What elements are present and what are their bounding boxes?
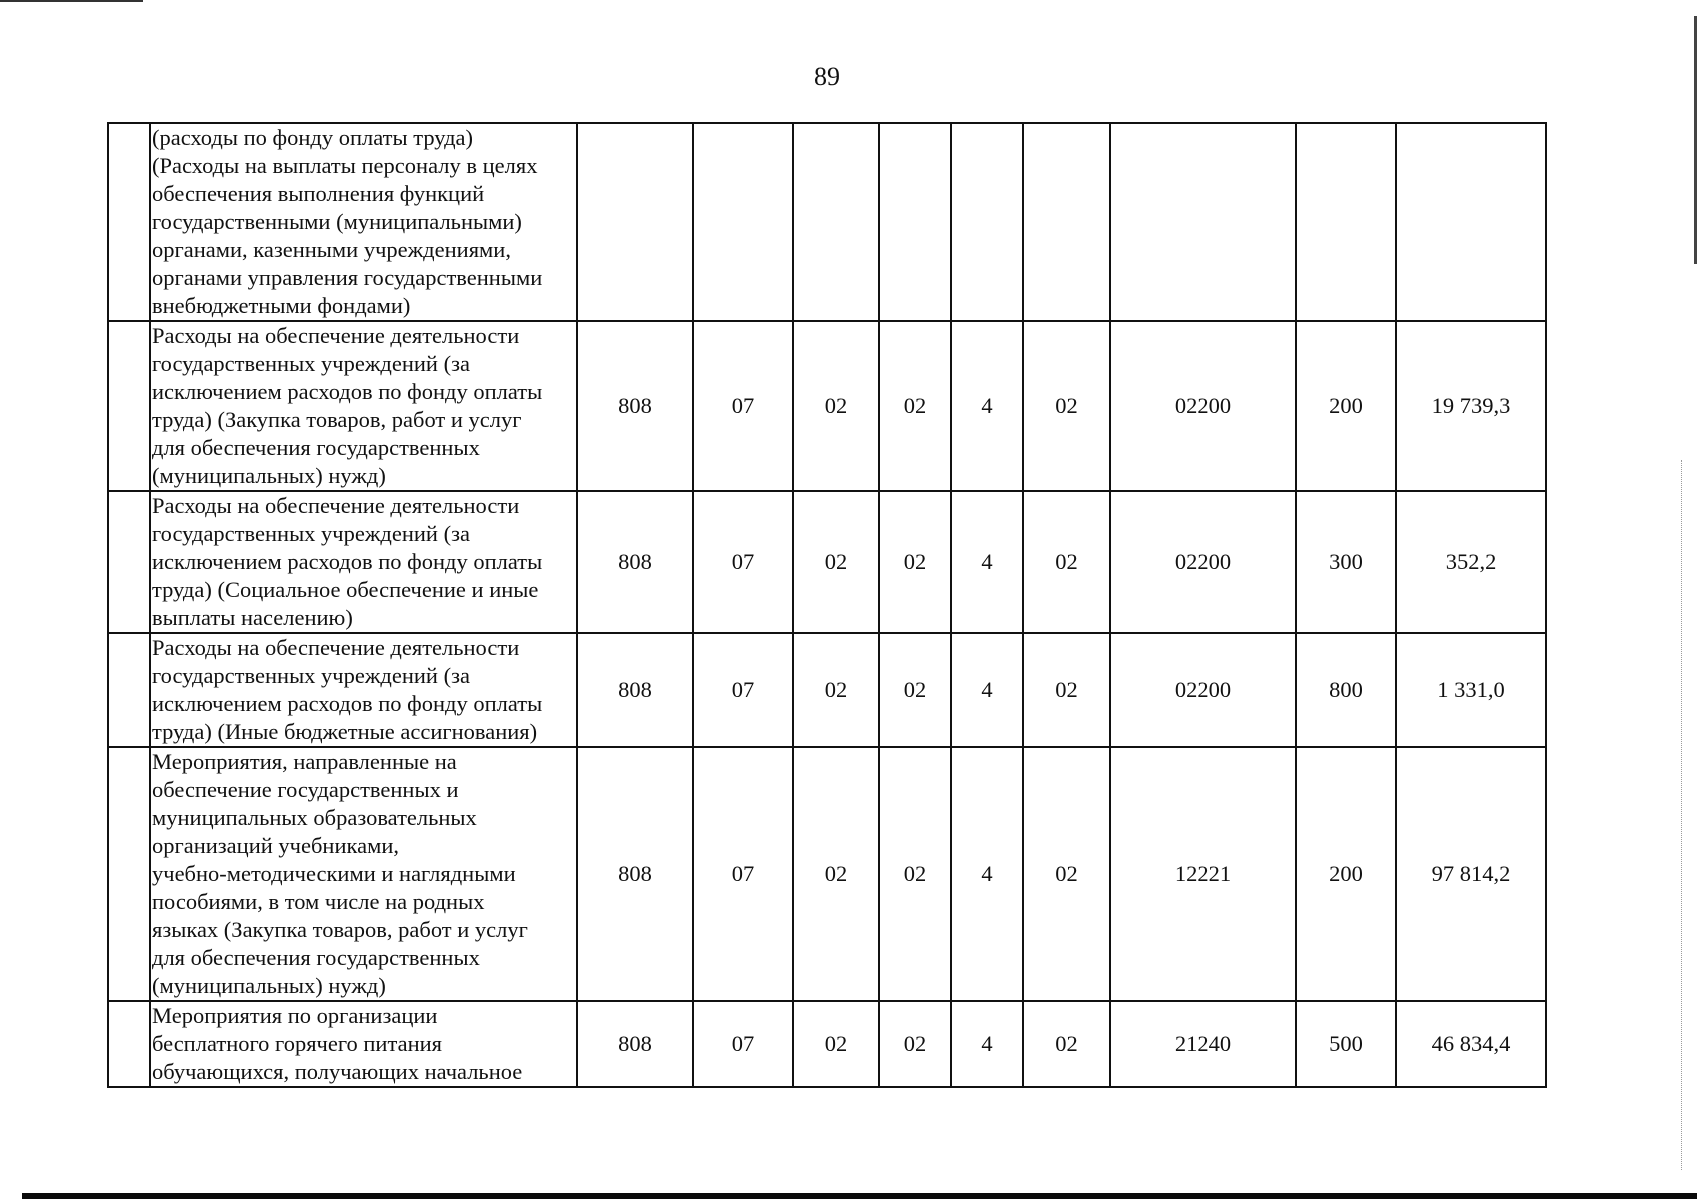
direction-code-cell: [1110, 123, 1296, 321]
bottom-scan-border: [22, 1193, 1697, 1199]
ministry-code-cell: 808: [577, 321, 693, 491]
expense-type-cell: 200: [1296, 321, 1396, 491]
ministry-code-cell: [577, 123, 693, 321]
program-code-cell: 02: [879, 321, 951, 491]
page-number: 89: [814, 62, 840, 91]
scan-edge-dots: [1681, 460, 1683, 1170]
description-cell: Мероприятия по организации бесплатного горячего питания обучающихся, получающих начальное: [150, 1001, 577, 1087]
subprogram-code-cell: 4: [951, 747, 1023, 1001]
top-rule: [0, 0, 143, 2]
subprogram-code-cell: 4: [951, 1001, 1023, 1087]
description-cell: Расходы на обеспечение деятельности государственных учреждений (за исключением расходов по фонду оплаты труда) (Социальное обеспечение и иные выплаты населению): [150, 491, 577, 633]
table-row: [108, 321, 1546, 491]
budget-table: [107, 122, 1547, 1088]
row-index-cell: [108, 1001, 150, 1087]
subsection-code-cell: 02: [793, 321, 879, 491]
ministry-code-cell: 808: [577, 1001, 693, 1087]
table-row: [108, 1001, 1546, 1087]
direction-code-cell: 02200: [1110, 633, 1296, 747]
program-code-cell: 02: [879, 747, 951, 1001]
main-event-code-cell: 02: [1023, 491, 1110, 633]
subsection-code-cell: 02: [793, 491, 879, 633]
main-event-code-cell: 02: [1023, 633, 1110, 747]
amount-cell: 46 834,4: [1396, 1001, 1546, 1087]
expense-type-cell: 800: [1296, 633, 1396, 747]
description-cell: Мероприятия, направленные на обеспечение государственных и муниципальных образовательных организаций учебниками, учебно-методическими и наглядными пособиями, в том числе на родных языках (Закупка товаров, работ и услуг для обеспечения государственных (муниципальных) нужд): [150, 747, 577, 1001]
direction-code-cell: 02200: [1110, 491, 1296, 633]
amount-cell: [1396, 123, 1546, 321]
expense-type-cell: [1296, 123, 1396, 321]
main-event-code-cell: 02: [1023, 747, 1110, 1001]
row-index-cell: [108, 321, 150, 491]
expense-type-cell: 300: [1296, 491, 1396, 633]
description-cell: Расходы на обеспечение деятельности государственных учреждений (за исключением расходов по фонду оплаты труда) (Закупка товаров, работ и услуг для обеспечения государственных (муниципальных) нужд): [150, 321, 577, 491]
main-event-code-cell: [1023, 123, 1110, 321]
subsection-code-cell: 02: [793, 633, 879, 747]
table-row: [108, 747, 1546, 1001]
direction-code-cell: 12221: [1110, 747, 1296, 1001]
expense-type-cell: 500: [1296, 1001, 1396, 1087]
row-index-cell: [108, 491, 150, 633]
section-code-cell: 07: [693, 321, 793, 491]
program-code-cell: 02: [879, 633, 951, 747]
row-index-cell: [108, 633, 150, 747]
description-cell: Расходы на обеспечение деятельности государственных учреждений (за исключением расходов по фонду оплаты труда) (Иные бюджетные ассигнования): [150, 633, 577, 747]
description-cell: (расходы по фонду оплаты труда) (Расходы на выплаты персоналу в целях обеспечения выполнения функций государственными (муниципальными) органами, казенными учреждениями, органами управления государственными внебюджетными фондами): [150, 123, 577, 321]
program-code-cell: [879, 123, 951, 321]
row-index-cell: [108, 747, 150, 1001]
ministry-code-cell: 808: [577, 633, 693, 747]
amount-cell: 352,2: [1396, 491, 1546, 633]
section-code-cell: [693, 123, 793, 321]
ministry-code-cell: 808: [577, 491, 693, 633]
program-code-cell: 02: [879, 1001, 951, 1087]
row-index-cell: [108, 123, 150, 321]
direction-code-cell: 02200: [1110, 321, 1296, 491]
section-code-cell: 07: [693, 633, 793, 747]
subsection-code-cell: 02: [793, 747, 879, 1001]
subprogram-code-cell: 4: [951, 491, 1023, 633]
amount-cell: 1 331,0: [1396, 633, 1546, 747]
main-event-code-cell: 02: [1023, 1001, 1110, 1087]
table-row: [108, 633, 1546, 747]
expense-type-cell: 200: [1296, 747, 1396, 1001]
amount-cell: 97 814,2: [1396, 747, 1546, 1001]
section-code-cell: 07: [693, 1001, 793, 1087]
section-code-cell: 07: [693, 747, 793, 1001]
subprogram-code-cell: 4: [951, 321, 1023, 491]
direction-code-cell: 21240: [1110, 1001, 1296, 1087]
subprogram-code-cell: [951, 123, 1023, 321]
subprogram-code-cell: 4: [951, 633, 1023, 747]
subsection-code-cell: [793, 123, 879, 321]
ministry-code-cell: 808: [577, 747, 693, 1001]
table-row: [108, 123, 1546, 321]
table-row: [108, 491, 1546, 633]
amount-cell: 19 739,3: [1396, 321, 1546, 491]
section-code-cell: 07: [693, 491, 793, 633]
subsection-code-cell: 02: [793, 1001, 879, 1087]
main-event-code-cell: 02: [1023, 321, 1110, 491]
program-code-cell: 02: [879, 491, 951, 633]
